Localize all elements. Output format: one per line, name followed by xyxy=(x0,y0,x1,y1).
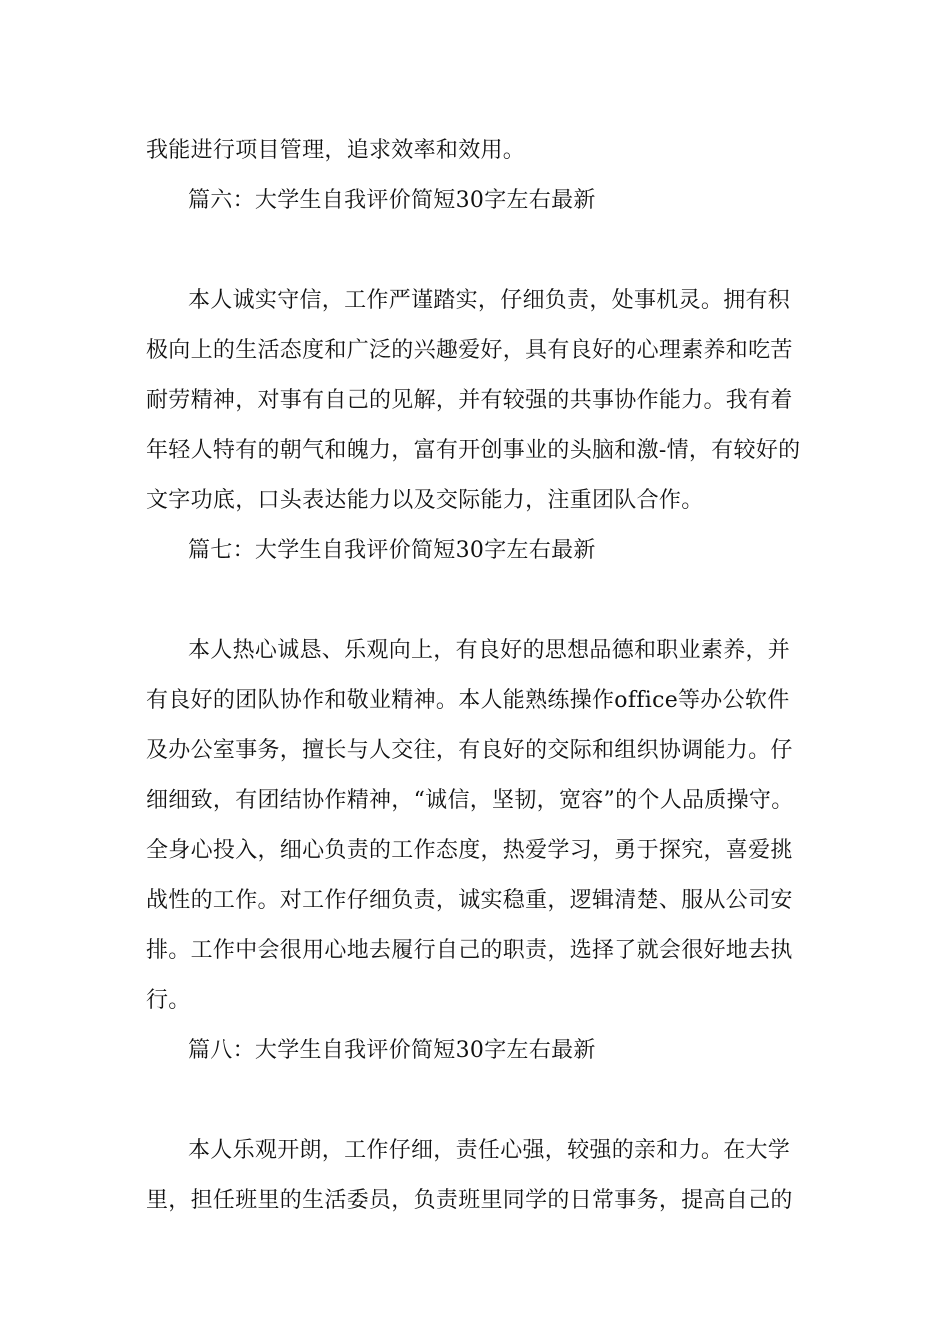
paragraph-line: 本人诚实守信，工作严谨踏实，仔细负责，处事机灵。拥有积 xyxy=(188,288,791,313)
section-heading: 篇七：大学生自我评价简短30字左右最新 xyxy=(188,538,596,563)
paragraph-line: 及办公室事务，擅长与人交往，有良好的交际和组织协调能力。仔 xyxy=(146,738,793,763)
paragraph-line: 全身心投入，细心负责的工作态度，热爱学习，勇于探究，喜爱挑 xyxy=(146,838,793,863)
paragraph-line: 本人热心诚恳、乐观向上，有良好的思想品德和职业素养，并 xyxy=(188,638,791,663)
paragraph-line: 有良好的团队协作和敬业精神。本人能熟练操作office等办公软件 xyxy=(146,688,790,713)
section-heading: 篇六：大学生自我评价简短30字左右最新 xyxy=(188,188,596,213)
paragraph-line: 里，担任班里的生活委员，负责班里同学的日常事务，提高自己的 xyxy=(146,1188,793,1213)
paragraph-line: 细细致，有团结协作精神，“诚信，坚韧，宽容”的个人品质操守。 xyxy=(146,788,794,813)
paragraph-line: 我能进行项目管理，追求效率和效用。 xyxy=(146,138,526,163)
paragraph-line: 行。 xyxy=(146,988,191,1013)
paragraph-line: 极向上的生活态度和广泛的兴趣爱好，具有良好的心理素养和吃苦 xyxy=(146,338,793,363)
paragraph-line: 战性的工作。对工作仔细负责，诚实稳重，逻辑清楚、服从公司安 xyxy=(146,888,793,913)
section-heading: 篇八：大学生自我评价简短30字左右最新 xyxy=(188,1038,596,1063)
paragraph-line: 文字功底，口头表达能力以及交际能力，注重团队合作。 xyxy=(146,488,704,513)
paragraph-line: 年轻人特有的朝气和魄力，富有开创事业的头脑和激-情，有较好的 xyxy=(146,438,801,463)
paragraph-line: 排。工作中会很用心地去履行自己的职责，选择了就会很好地去执 xyxy=(146,938,793,963)
paragraph-line: 本人乐观开朗，工作仔细，责任心强，较强的亲和力。在大学 xyxy=(188,1138,791,1163)
paragraph-line: 耐劳精神，对事有自己的见解，并有较强的共事协作能力。我有着 xyxy=(146,388,793,413)
